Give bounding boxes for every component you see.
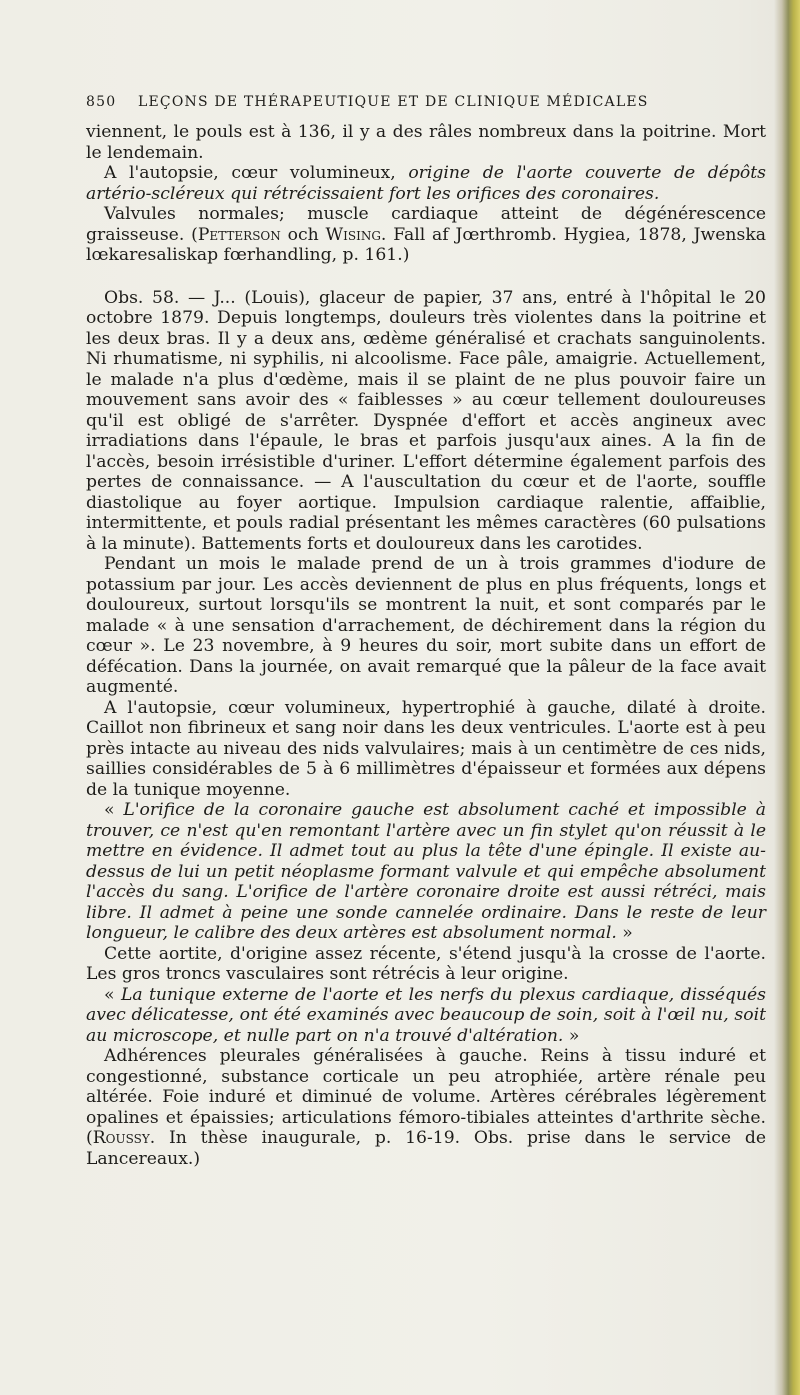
paragraph-p4: Obs. 58. — J... (Louis), glaceur de papier, 37 ans, entré à l'hôpital le 20 octobre 1879. Depuis longtemps, douleurs très violentes dans la poitrine et les deux bras. Il y a deux ans, œdème généralisé et crachats sanguinolents. Ni rhumatisme, ni syphilis, ni alcoolisme. Face pâle, amaigrie. Actuellement, le malade n'a plus d'œdème, mais il se plaint de ne plus pouvoir faire un mouvement sans avoir des « faiblesses » au cœur tellement douloureuses qu'il est obligé de s'arrêter. Dyspnée d'effort et accès angineux avec irradiations dans l'épaule, le bras et parfois jusqu'aux aines. A la fin de l'accès, besoin irrésistible d'uriner. L'effort détermine également parfois des pertes de connaissance. — A l'auscultation du cœur et de l'aorte, souffle diastolique au foyer aortique. Impulsion cardiaque ralentie, affaiblie, intermittente, et pouls radial présentant les mêmes caractères (60 pulsations à la minute). Battements forts et douloureux dans les carotides.: [86, 287, 766, 554]
paragraph-p3: Valvules normales; muscle cardiaque atteint de dégénérescence graisseuse. (Petterson och Wising. Fall af Jœrthromb. Hygiea, 1878, Jwenska lœkaresaliskap fœrhandling, p. 161.): [86, 204, 766, 265]
paragraph-p5: Pendant un mois le malade prend de un à trois grammes d'iodure de potassium par jour. Les accès deviennent de plus en plus fréquents, longs et douloureux, surtout lorsqu'ils se montrent la nuit, et sont comparés par le malade « à une sensation d'arrachement, de déchirement dans la région du cœur ». Le 23 novembre, à 9 heures du soir, mort subite dans un effort de défécation. Dans la journée, on avait remarqué que la pâleur de la face avait augmenté.: [86, 554, 766, 697]
paragraph-p7: « L'orifice de la coronaire gauche est absolument caché et impossible à trouver, ce n'est qu'en remontant l'artère avec un fin stylet qu'on réussit à le mettre en évidence. Il admet tout au plus la tête d'une épingle. Il existe au-dessus de lui un petit néoplasme formant valvule et qui empêche absolument l'accès du sang. L'orifice de l'artère coronaire droite est aussi rétréci, mais libre. Il admet à peine une sonde cannelée ordinaire. Dans le reste de leur longueur, le calibre des deux artères est absolument normal. »: [86, 800, 766, 943]
paragraph-p9: « La tunique externe de l'aorte et les nerfs du plexus cardiaque, disséqués avec délicatesse, ont été examinés avec beaucoup de soin, soit à l'œil nu, soit au microscope, et nulle part on n'a trouvé d'altération. »: [86, 984, 767, 1046]
paragraph-p6: A l'autopsie, cœur volumineux, hypertrophié à gauche, dilaté à droite. Caillot non fibrineux et sang noir dans les deux ventricules. L'aorte est à peu près intacte au niveau des nids valvulaires; mais à un centimètre de ces nids, saillies considérables de 5 à 6 millimètres d'épaisseur et formées aux dépens de la tunique moyenne.: [86, 697, 766, 800]
running-title: LEÇONS DE THÉRAPEUTIQUE ET DE CLINIQUE MÉDICALES: [138, 94, 649, 110]
paragraph-p8: Cette aortite, d'origine assez récente, s'étend jusqu'à la crosse de l'aorte. Les gros troncs vasculaires sont rétrécis à leur origine.: [86, 943, 766, 984]
page-edge-binding: [774, 0, 800, 1395]
page-number: 850: [86, 94, 117, 110]
body-text: [86, 122, 766, 1169]
paragraph-p1: viennent, le pouls est à 136, il y a des râles nombreux dans la poitrine. Mort le lendemain.: [86, 122, 766, 163]
paragraph-p2: A l'autopsie, cœur volumineux, origine de l'aorte couverte de dépôts artério-scléreux qui rétrécissaient fort les orifices des coronaires.: [86, 163, 766, 204]
paragraph-p10: Adhérences pleurales généralisées à gauche. Reins à tissu induré et congestionné, substance corticale un peu atrophiée, artère rénale peu altérée. Foie induré et diminué de volume. Artères cérébrales légèrement opalines et épaissies; articulations fémoro-tibiales atteintes d'arthrite sèche. (Roussy. In thèse inaugurale, p. 16-19. Obs. prise dans le service de Lancereaux.): [86, 1046, 766, 1169]
running-header: [86, 94, 746, 110]
